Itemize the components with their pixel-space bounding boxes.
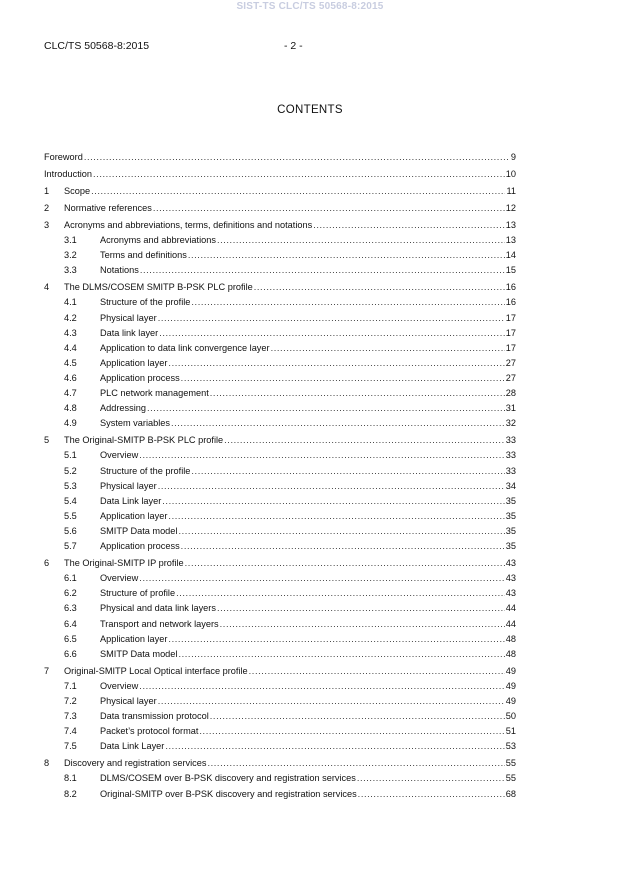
toc-entry[interactable] <box>44 371 516 386</box>
toc-entry-number: 6.4 <box>64 618 77 629</box>
dot-leader <box>207 756 504 771</box>
toc-entry-title: Acronyms and abbreviations, terms, definitions and notations <box>64 218 313 233</box>
toc-entry[interactable] <box>44 694 516 709</box>
toc-entry-page: 55 <box>505 758 516 769</box>
toc-entry-page: 68 <box>505 788 516 799</box>
toc-entry-title: Addressing <box>100 401 147 416</box>
toc-entry[interactable] <box>44 248 516 263</box>
toc-entry-number: 4.6 <box>64 372 77 383</box>
toc-entry-title: Acronyms and abbreviations <box>100 233 217 248</box>
toc-entry-page: 49 <box>505 695 516 706</box>
dot-leader <box>159 326 505 341</box>
toc-entry-title: Overview <box>100 571 139 586</box>
toc-entry-number: 8.2 <box>64 788 77 799</box>
toc-entry[interactable] <box>44 448 516 463</box>
toc-entry-page: 13 <box>505 220 516 230</box>
toc-entry[interactable] <box>44 771 516 786</box>
dot-leader <box>168 509 504 524</box>
toc-entry-title: Structure of profile <box>100 586 176 601</box>
toc-entry-title: Normative references <box>64 201 153 216</box>
toc-entry-page: 49 <box>505 665 516 676</box>
dot-leader <box>191 295 504 310</box>
dot-leader <box>199 724 504 739</box>
toc-entry[interactable] <box>44 201 516 216</box>
dot-leader <box>249 664 505 679</box>
toc-entry-title: Data link layer <box>100 326 159 341</box>
dot-leader <box>210 709 505 724</box>
toc-entry-title: Physical and data link layers <box>100 601 217 616</box>
toc-entry-page: 17 <box>505 327 516 338</box>
toc-entry-page: 13 <box>505 235 516 246</box>
toc-entry-title: Data Link layer <box>100 494 162 509</box>
toc-entry-title: Application layer <box>100 632 168 647</box>
toc-entry-number: 1 <box>44 186 50 196</box>
toc-entry[interactable] <box>44 586 516 601</box>
toc-entry-page: 28 <box>505 388 516 399</box>
dot-leader <box>254 280 505 295</box>
toc-entry-number: 6.2 <box>64 588 77 599</box>
toc-entry-title: Overview <box>100 448 139 463</box>
toc-entry[interactable] <box>44 263 516 278</box>
toc-entry[interactable] <box>44 433 516 448</box>
toc-entry[interactable] <box>44 709 516 724</box>
toc-entry-title: Terms and definitions <box>100 248 188 263</box>
toc-entry-number: 8 <box>44 758 50 769</box>
toc-entry[interactable] <box>44 479 516 494</box>
dot-leader <box>313 218 505 233</box>
standard-id: CLC/TS 50568-8:2015 <box>44 40 150 52</box>
toc-entry-number: 5.7 <box>64 541 77 552</box>
toc-entry[interactable] <box>44 632 516 647</box>
dot-leader <box>140 263 505 278</box>
toc-entry[interactable] <box>44 524 516 539</box>
toc-entry-number: 5.2 <box>64 465 77 476</box>
watermark: SIST-TS CLC/TS 50568-8:2015 <box>236 1 384 12</box>
toc-entry-title: Packet’s protocol format <box>100 724 199 739</box>
toc-entry-page: 43 <box>505 573 516 584</box>
toc-entry-page: 16 <box>505 297 516 308</box>
toc-entry-title: Application to data link convergence layer <box>100 341 271 356</box>
dot-leader <box>158 311 505 326</box>
toc-entry-number: 4.8 <box>64 403 77 414</box>
toc-entry-number: 7.2 <box>64 695 77 706</box>
toc-entry-number: 3.2 <box>64 250 77 261</box>
toc-entry-number: 7.1 <box>64 680 77 691</box>
toc-entry[interactable] <box>44 401 516 416</box>
toc-entry-number: 2 <box>44 203 50 213</box>
toc-entry-number: 7 <box>44 665 50 676</box>
toc-entry-page: 33 <box>505 450 516 461</box>
toc-entry-page: 35 <box>505 510 516 521</box>
toc-entry-page: 12 <box>505 203 516 213</box>
dot-leader <box>158 479 505 494</box>
dot-leader <box>93 167 505 182</box>
toc-entry[interactable] <box>44 539 516 554</box>
dot-leader <box>91 184 505 199</box>
toc-entry[interactable] <box>44 167 516 182</box>
toc-entry-number: 3.1 <box>64 235 77 246</box>
toc-entry-title: SMITP Data model <box>100 524 178 539</box>
toc-entry-title: Physical layer <box>100 479 158 494</box>
toc-entry-page: 35 <box>505 495 516 506</box>
toc-entry[interactable] <box>44 150 516 165</box>
toc-entry[interactable] <box>44 464 516 479</box>
toc-entry-number: 4.4 <box>64 342 77 353</box>
toc-entry-title: Scope <box>64 184 91 199</box>
page-number: - 2 - <box>284 40 303 52</box>
dot-leader <box>224 433 505 448</box>
toc-entry-page: 43 <box>505 588 516 599</box>
toc-entry-number: 6.5 <box>64 633 77 644</box>
toc-entry-title: Application process <box>100 371 181 386</box>
toc-entry-title: Application layer <box>100 509 168 524</box>
toc-entry-page: 44 <box>505 603 516 614</box>
toc-entry-title: The DLMS/COSEM SMITP B-PSK PLC profile <box>64 280 254 295</box>
toc-entry[interactable] <box>44 787 516 802</box>
toc-entry-title: DLMS/COSEM over B-PSK discovery and registration services <box>100 771 357 786</box>
dot-leader <box>217 233 505 248</box>
toc-entry-number: 6 <box>44 558 50 569</box>
dot-leader <box>162 494 504 509</box>
toc-entry-title: Discovery and registration services <box>64 756 207 771</box>
toc-entry[interactable] <box>44 280 516 295</box>
toc-entry-page: 17 <box>505 342 516 353</box>
dot-leader <box>358 787 505 802</box>
dot-leader <box>210 386 505 401</box>
toc-entry-page: 17 <box>505 312 516 323</box>
toc-entry-number: 4.5 <box>64 357 77 368</box>
toc-entry-page: 10 <box>505 169 516 179</box>
dot-leader <box>139 448 504 463</box>
toc-entry-number: 5.6 <box>64 525 77 536</box>
toc-entry[interactable] <box>44 571 516 586</box>
dot-leader <box>181 539 505 554</box>
toc-entry-title: Introduction <box>44 167 93 182</box>
toc-entry-page: 33 <box>505 465 516 476</box>
toc-entry-title: Structure of the profile <box>100 464 191 479</box>
toc-entry[interactable] <box>44 494 516 509</box>
toc-entry-title: Original-SMITP Local Optical interface profile <box>64 664 249 679</box>
dot-leader <box>178 524 504 539</box>
toc-entry-number: 4.3 <box>64 327 77 338</box>
toc-entry[interactable] <box>44 647 516 662</box>
toc-entry-page: 27 <box>505 357 516 368</box>
toc-entry[interactable] <box>44 356 516 371</box>
toc-entry-page: 51 <box>505 726 516 737</box>
toc-entry-page: 48 <box>505 633 516 644</box>
toc-entry-title: Application layer <box>100 356 168 371</box>
toc-entry-number: 5.5 <box>64 510 77 521</box>
toc-entry-page: 16 <box>505 282 516 293</box>
toc-entry-number: 5.4 <box>64 495 77 506</box>
dot-leader <box>357 771 505 786</box>
toc-entry-page: 32 <box>505 418 516 429</box>
toc-entry[interactable] <box>44 509 516 524</box>
toc-entry-page: 15 <box>505 265 516 276</box>
toc-entry-page: 44 <box>505 618 516 629</box>
toc-entry-title: Overview <box>100 679 139 694</box>
toc-title: CONTENTS <box>277 104 343 116</box>
dot-leader <box>220 617 505 632</box>
dot-leader <box>171 416 505 431</box>
toc-entry[interactable] <box>44 617 516 632</box>
toc-entry[interactable] <box>44 739 516 754</box>
dot-leader <box>185 556 505 571</box>
toc-entry-page: 35 <box>505 541 516 552</box>
toc-entry-title: The Original-SMITP IP profile <box>64 556 185 571</box>
table-of-contents <box>44 150 516 802</box>
toc-entry-title: Application process <box>100 539 181 554</box>
toc-entry-number: 3.3 <box>64 265 77 276</box>
toc-entry-number: 7.3 <box>64 711 77 722</box>
toc-entry-title: Physical layer <box>100 694 158 709</box>
toc-entry-page: 53 <box>505 741 516 752</box>
toc-entry-number: 8.1 <box>64 773 77 784</box>
toc-entry-page: 48 <box>505 648 516 659</box>
dot-leader <box>188 248 505 263</box>
dot-leader <box>176 586 505 601</box>
toc-entry-title: Notations <box>100 263 140 278</box>
toc-entry-title: PLC network management <box>100 386 210 401</box>
toc-entry-page: 27 <box>505 372 516 383</box>
toc-entry[interactable] <box>44 664 516 679</box>
toc-entry-title: Physical layer <box>100 311 158 326</box>
toc-entry-page: 33 <box>505 435 516 446</box>
toc-entry-number: 4.1 <box>64 297 77 308</box>
toc-entry-page: 34 <box>505 480 516 491</box>
dot-leader <box>147 401 505 416</box>
dot-leader <box>191 464 504 479</box>
toc-entry-number: 5.1 <box>64 450 77 461</box>
toc-entry[interactable] <box>44 233 516 248</box>
toc-entry[interactable] <box>44 724 516 739</box>
toc-entry-title: The Original-SMITP B-PSK PLC profile <box>64 433 224 448</box>
dot-leader <box>84 150 510 165</box>
toc-entry[interactable] <box>44 556 516 571</box>
toc-entry-number: 5.3 <box>64 480 77 491</box>
toc-entry-page: 35 <box>505 525 516 536</box>
toc-entry-page: 55 <box>505 773 516 784</box>
toc-entry-title: Foreword <box>44 150 84 165</box>
dot-leader <box>217 601 505 616</box>
toc-entry-number: 7.5 <box>64 741 77 752</box>
toc-entry-page: 49 <box>505 680 516 691</box>
toc-entry-page: 31 <box>505 403 516 414</box>
toc-entry-number: 4.7 <box>64 388 77 399</box>
dot-leader <box>139 571 504 586</box>
dot-leader <box>168 356 504 371</box>
toc-entry[interactable] <box>44 416 516 431</box>
toc-entry-page: 11 <box>506 186 516 196</box>
toc-entry-page: 14 <box>505 250 516 261</box>
toc-entry[interactable] <box>44 311 516 326</box>
toc-entry-title: Data Link Layer <box>100 739 165 754</box>
toc-entry-number: 6.3 <box>64 603 77 614</box>
toc-entry-number: 7.4 <box>64 726 77 737</box>
toc-entry[interactable] <box>44 756 516 771</box>
toc-entry-title: Structure of the profile <box>100 295 191 310</box>
toc-entry-number: 6.6 <box>64 648 77 659</box>
dot-leader <box>158 694 505 709</box>
dot-leader <box>153 201 505 216</box>
toc-entry-title: Transport and network layers <box>100 617 220 632</box>
toc-entry-number: 4.9 <box>64 418 77 429</box>
toc-entry[interactable] <box>44 679 516 694</box>
toc-entry-number: 3 <box>44 220 50 230</box>
dot-leader <box>168 632 504 647</box>
toc-entry[interactable] <box>44 218 516 233</box>
toc-entry-title: SMITP Data model <box>100 647 178 662</box>
dot-leader <box>271 341 505 356</box>
dot-leader <box>181 371 505 386</box>
dot-leader <box>139 679 504 694</box>
toc-entry[interactable] <box>44 184 516 199</box>
toc-entry[interactable] <box>44 601 516 616</box>
toc-entry-title: Data transmission protocol <box>100 709 210 724</box>
toc-entry[interactable] <box>44 341 516 356</box>
toc-entry-number: 6.1 <box>64 573 77 584</box>
dot-leader <box>165 739 504 754</box>
toc-entry[interactable] <box>44 295 516 310</box>
toc-entry-number: 5 <box>44 435 50 446</box>
toc-entry-page: 43 <box>505 558 516 569</box>
toc-entry-page: 9 <box>510 152 516 162</box>
toc-entry[interactable] <box>44 386 516 401</box>
toc-entry-page: 50 <box>505 711 516 722</box>
toc-entry-number: 4.2 <box>64 312 77 323</box>
toc-entry-title: System variables <box>100 416 171 431</box>
dot-leader <box>178 647 504 662</box>
toc-entry[interactable] <box>44 326 516 341</box>
toc-entry-number: 4 <box>44 282 50 293</box>
toc-entry-title: Original-SMITP over B-PSK discovery and registration services <box>100 787 358 802</box>
